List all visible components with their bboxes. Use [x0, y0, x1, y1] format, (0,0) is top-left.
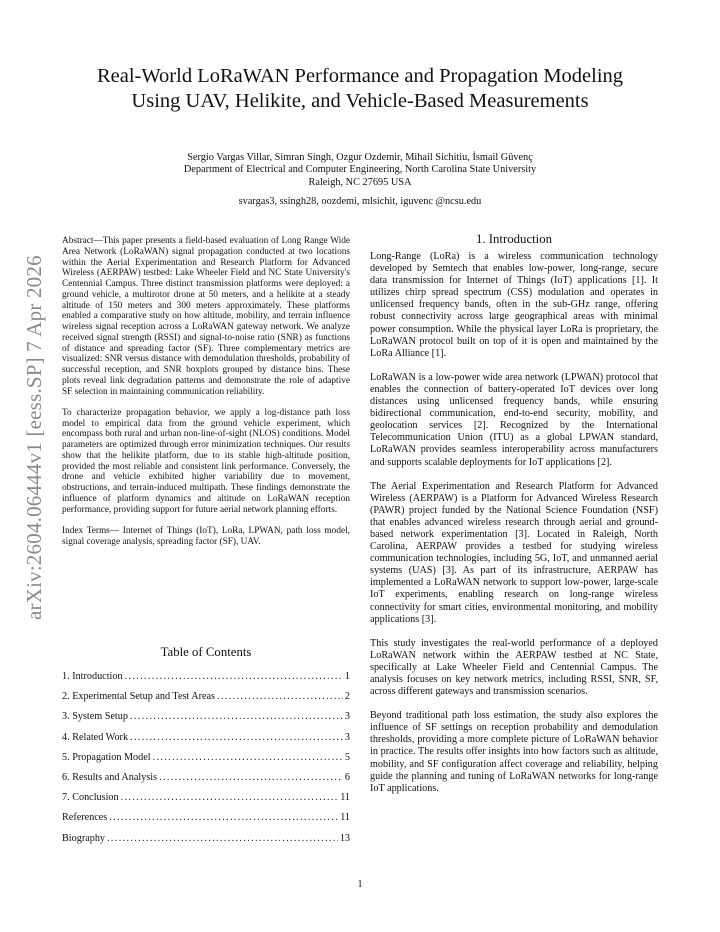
toc-entry[interactable]: [62, 691, 350, 711]
left-column: [62, 236, 350, 558]
toc-entry-label: References: [62, 812, 108, 824]
author-affiliation: Department of Electrical and Computer Engineering, North Carolina State University: [183, 164, 537, 176]
toc-leader-dots: [217, 691, 343, 702]
toc-entry[interactable]: [62, 812, 350, 832]
toc-entry[interactable]: [62, 752, 350, 772]
author-emails: svargas3, ssingh28, oozdemi, mlsichit, iguvenc @ncsu.edu: [238, 196, 482, 207]
intro-paragraph: Beyond traditional path loss estimation, the study also explores the influence of SF settings on reception probability and demodulation thresholds, providing a more complete picture of LoRaWAN behavior in practice. The results offer insights into how factors such as altitude, mobility, and SF configuration affect coverage and reliability, helping guide the planning and tuning of LoRaWAN networks for long-range IoT applications.: [370, 710, 658, 794]
page-number: 1: [357, 879, 363, 890]
toc-entry-label: 3. System Setup: [62, 711, 128, 723]
arxiv-identifier-stamp: arXiv:2604.06444v1 [eess.SP] 7 Apr 2026: [22, 255, 46, 620]
toc-entry[interactable]: [62, 671, 350, 691]
author-names: Sergio Vargas Villar, Simran Singh, Ozgur Ozdemir, Mihail Sichitiu, İsmail Güvenç: [187, 152, 533, 163]
toc-entry-label: 1. Introduction: [62, 671, 123, 682]
toc-entry[interactable]: [62, 732, 350, 752]
toc-title: Table of Contents: [160, 645, 252, 659]
author-block: [110, 152, 610, 189]
toc-entry-page: 5: [344, 751, 350, 763]
toc-entry[interactable]: [62, 772, 350, 792]
paper-title: Real-World LoRaWAN Performance and Propagation Modeling Using UAV, Helikite, and Vehicle-Based Measurements: [96, 65, 624, 112]
intro-paragraph: The Aerial Experimentation and Research Platform for Advanced Wireless (AERPAW) is a Platform for Advanced Wireless Research (PAWR) project funded by the National Science Foundation (NSF) that enables advanced wireless research through aerial and ground-based network experimentation [3]. Located in Raleigh, North Carolina, AERPAW provides a testbed for studying wireless communication technologies, including 5G, IoT, and unmanned aerial systems (UAS) [3]. As part of its infrastructure, AERPAW has implemented a LoRaWAN network to support low-power, large-scale IoT experiments, enabling research on long-range wireless connectivity for smart cities, environmental monitoring, and mobility applications [3].: [370, 480, 658, 625]
toc-entry-label: 7. Conclusion: [62, 792, 119, 804]
toc-entry[interactable]: [62, 833, 350, 853]
toc-entry-label: 4. Related Work: [62, 731, 129, 743]
section-heading: 1. Introduction: [475, 232, 553, 246]
toc-entry-label: 6. Results and Analysis: [62, 771, 158, 783]
toc-entry-label: 2. Experimental Setup and Test Areas: [62, 691, 216, 703]
intro-paragraph: LoRaWAN is a low-power wide area network (LPWAN) protocol that enables the connection of battery-operated IoT devices over long distances using unlicensed frequency bands, while ensuring bidirectional communication, end-to-end security, mobility, and geolocation services [2]. Recognized by the International Telecommunication Union (ITU) as a global LPWAN standard, LoRaWAN provides seamless interoperability across manufacturers and supports scalable deployments for IoT applications [2].: [370, 371, 658, 468]
toc-leader-dots: [159, 772, 343, 783]
toc-entry-page: 2: [344, 691, 350, 703]
abstract-paragraph: Abstract—This paper presents a field-based evaluation of Long Range Wide Area Network (LoRaWAN) signal propagation conducted at two locations within the Aerial Experimentation and Research Platform for Advanced Wireless (AERPAW) testbed: Lake Wheeler Field and NC State University's Centennial Campus. Three distinct transmission platforms were deployed: a ground vehicle, a multirotor drone at 50 meters, and a helikite at a steady altitude of 150 meters and 300 meters approximately. These platforms enabled a comparative study on how altitude, mobility, and terrain influence wireless signal reception across a LoRaWAN gateway network. We analyze received signal strength (RSSI) and signal-to-noise ratio (SNR) as functions of distance and spreading factor (SF). Three complementary metrics are visualized: SNR versus distance with demodulation thresholds, probability of successful reception, and SNR boxplots grouped by distance bins. These plots reveal link degradation patterns and demonstrate the role of adaptive SF selection in maintaining communication reliability.: [62, 236, 350, 397]
toc-entry-page: 3: [344, 711, 350, 723]
intro-paragraph: Long-Range (LoRa) is a wireless communication technology developed by Semtech that enables low-power, long-range, secure data transmission for Internet of Things (IoT) applications [1]. It utilizes chirp spread spectrum (CSS) modulation and operates in unlicensed frequency bands, often in the sub-GHz range, offering robust connectivity across large geographical areas with minimal power consumption. While the physical layer LoRa is proprietary, the LoRaWAN protocol built on top of it is open and maintained by the LoRa Alliance [1].: [370, 251, 658, 359]
toc-leader-dots: [130, 732, 343, 743]
toc-leader-dots: [107, 833, 338, 844]
toc-entry[interactable]: [62, 792, 350, 812]
toc-entry-label: 5. Propagation Model: [62, 751, 151, 763]
toc-entry-page: 6: [344, 771, 350, 783]
toc-entry-page: 11: [340, 792, 350, 804]
author-location: Raleigh, NC 27695 USA: [308, 176, 412, 188]
table-of-contents: [62, 645, 350, 853]
toc-leader-dots: [109, 812, 338, 823]
toc-entry-page: 3: [344, 731, 350, 743]
abstract-paragraph: To characterize propagation behavior, we apply a log-distance path loss model to empirical data from the ground vehicle experiment, which encompass both rural and urban non-line-of-sight (NLOS) conditions. Model parameters are optimized through error minimization techniques. Our results show that the helikite platform, due to its stable high-altitude position, provided the most reliable and consistent link performance. Conversely, the drone and vehicle exhibited higher variability due to movement, obstructions, and terrain-induced multipath. These findings demonstrate the influence of platform dynamics and altitude on LoRaWAN reception performance, providing support for future aerial network planning efforts.: [62, 407, 350, 515]
toc-entry[interactable]: [62, 711, 350, 731]
toc-leader-dots: [153, 752, 343, 763]
toc-entry-page: 1: [344, 671, 350, 682]
toc-leader-dots: [121, 792, 339, 803]
toc-leader-dots: [125, 671, 343, 682]
right-column: [370, 232, 658, 807]
toc-leader-dots: [130, 711, 343, 722]
toc-entry-label: Biography: [62, 832, 106, 844]
intro-paragraph: This study investigates the real-world performance of a deployed LoRaWAN network within the AERPAW testbed at NC State, specifically at Lake Wheeler Field and Centennial Campus. The analysis focuses on key network metrics, including RSSI, SNR, SF, across different gateways and transmission scenarios.: [370, 637, 658, 698]
toc-entry-page: 11: [340, 812, 350, 824]
toc-entry-page: 13: [339, 832, 350, 844]
index-terms: Index Terms— Internet of Things (IoT), LoRa, LPWAN, path loss model, signal coverage analysis, spreading factor (SF), UAV.: [62, 525, 350, 547]
